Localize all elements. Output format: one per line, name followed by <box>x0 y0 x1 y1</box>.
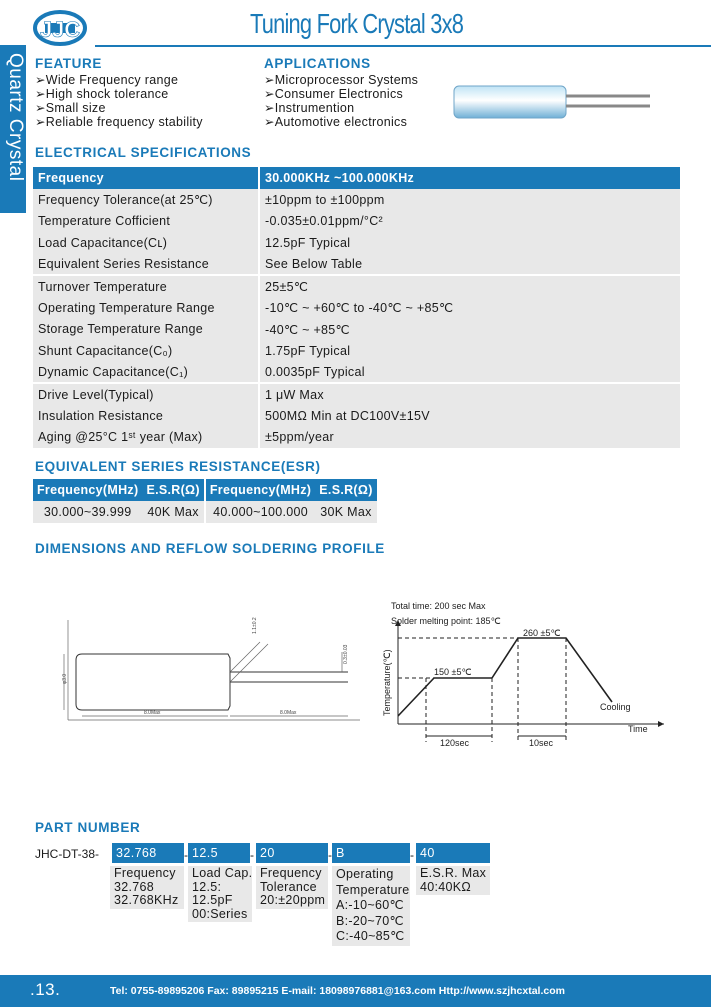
table-row <box>33 297 680 319</box>
esr-table <box>33 479 377 523</box>
part-desc-line: 40:40KΩ <box>420 879 472 894</box>
part-desc-line: Operating <box>336 867 394 881</box>
dim-diameter-label: φ3.0 <box>62 673 68 684</box>
esr-heading: EQUIVALENT SERIES RESISTANCE(ESR) <box>35 459 321 474</box>
dim-lead-spacing-label: 1.1±0.2 <box>252 617 258 634</box>
table-cell: Equivalent Series Resistance <box>33 254 259 276</box>
electrical-spec-table <box>33 167 680 448</box>
part-desc-load-cap <box>188 866 252 922</box>
table-row <box>33 501 377 523</box>
profile-y-axis-label: Temperature(℃) <box>382 649 392 716</box>
electrical-heading: ELECTRICAL SPECIFICATIONS <box>35 145 252 160</box>
table-cell: Drive Level(Typical) <box>33 383 259 405</box>
table-cell: -40℃ ~ +85℃ <box>259 319 680 341</box>
table-cell: Temperature Cofficient <box>33 211 259 233</box>
logo-text: JJC <box>39 17 81 42</box>
applications-list <box>264 73 418 129</box>
part-desc-line: Tolerance <box>260 879 317 894</box>
dim-body-length-label: 8.0Max <box>144 710 161 716</box>
table-header-row <box>33 479 377 501</box>
crystal-product-image <box>452 84 652 122</box>
feature-item: ➢High shock tolerance <box>35 87 169 101</box>
part-desc-line: 12.5: <box>192 879 222 894</box>
table-row <box>33 362 680 384</box>
dimensions-heading: DIMENSIONS AND REFLOW SOLDERING PROFILE <box>35 541 385 556</box>
table-cell: 25±5℃ <box>259 275 680 297</box>
table-cell: 30.000KHz ~100.000KHz <box>259 167 680 189</box>
part-desc-line: E.S.R. Max <box>420 866 487 880</box>
table-row <box>33 319 680 341</box>
application-item: ➢Automotive electronics <box>264 115 408 129</box>
header-rule <box>95 45 711 47</box>
part-desc-line: Load Cap. <box>192 866 253 880</box>
part-code-esr: 40 <box>416 843 490 863</box>
feature-item: ➢Wide Frequency range <box>35 73 179 87</box>
profile-peak-label: 260 ±5℃ <box>523 628 561 638</box>
table-row <box>33 232 680 254</box>
part-desc-line: 32.768KHz <box>114 893 179 907</box>
part-desc-esr <box>416 866 490 895</box>
part-desc-line: Frequency <box>260 866 322 880</box>
profile-peak-time: 10sec <box>529 738 554 748</box>
part-desc-frequency <box>110 866 184 909</box>
part-number-prefix: JHC-DT-38- <box>35 847 100 861</box>
reflow-profile-chart <box>378 600 668 750</box>
table-cell: 1.75pF Typical <box>259 340 680 362</box>
page-title: Tuning Fork Crystal 3x8 <box>250 8 464 39</box>
dimension-drawing <box>60 612 360 732</box>
table-header-row <box>33 167 680 189</box>
table-row <box>33 211 680 233</box>
table-cell: Insulation Resistance <box>33 405 259 427</box>
profile-x-axis-label: Time <box>628 724 648 734</box>
dim-lead-dia-label: 0.3±0.03 <box>343 644 349 664</box>
contact-info: Tel: 0755-89895206 Fax: 89895215 E-mail: 18098976881@163.com Http://www.szjhcxtal.com <box>110 985 565 997</box>
part-code-separator: - <box>410 848 414 862</box>
dim-lead-length-label: 8.0Max <box>280 710 297 716</box>
table-cell: 30K Max <box>315 501 376 523</box>
table-cell: 40K Max <box>142 501 204 523</box>
table-cell: 30.000~39.999 <box>33 501 142 523</box>
part-number-heading: PART NUMBER <box>35 820 141 835</box>
table-cell: Shunt Capacitance(C₀) <box>33 340 259 362</box>
application-item: ➢Consumer Electronics <box>264 87 404 101</box>
part-code-separator: - <box>184 848 188 862</box>
table-cell: Dynamic Capacitance(C₁) <box>33 362 259 384</box>
table-cell: -0.035±0.01ppm/°C² <box>259 211 680 233</box>
table-row <box>33 405 680 427</box>
part-desc-line: 20:±20ppm <box>260 893 326 907</box>
part-code-separator: - <box>250 848 254 862</box>
table-cell: Frequency(MHz) <box>33 479 142 501</box>
part-desc-line: Temperature <box>336 882 410 897</box>
feature-heading: FEATURE <box>35 56 102 71</box>
table-cell: Frequency <box>33 167 259 189</box>
profile-cooling-label: Cooling <box>600 702 631 712</box>
table-cell: E.S.R(Ω) <box>315 479 376 501</box>
table-cell: -10℃ ~ +60℃ to -40℃ ~ +85℃ <box>259 297 680 319</box>
feature-list <box>35 73 203 129</box>
table-cell: 1 μW Max <box>259 383 680 405</box>
part-code-load-cap: 12.5 <box>188 843 250 863</box>
part-desc-line: 00:Series <box>192 906 248 921</box>
table-cell: 12.5pF Typical <box>259 232 680 254</box>
table-row <box>33 275 680 297</box>
company-logo <box>33 10 87 46</box>
application-item: ➢Instrumention <box>264 101 355 115</box>
table-cell: Storage Temperature Range <box>33 319 259 341</box>
part-code-temperature: B <box>332 843 410 863</box>
page-number: .13. <box>30 980 61 999</box>
profile-preheat-label: 150 ±5℃ <box>434 667 472 677</box>
table-cell: Load Capacitance(Cʟ) <box>33 232 259 254</box>
table-cell: Frequency Tolerance(at 25℃) <box>33 189 259 211</box>
table-cell: Operating Temperature Range <box>33 297 259 319</box>
profile-melting-point: Solder melting point: 185℃ <box>391 616 501 626</box>
side-tab-label: Quartz Crystal <box>5 53 26 182</box>
table-cell: ±5ppm/year <box>259 427 680 449</box>
table-cell: 0.0035pF Typical <box>259 362 680 384</box>
feature-item: ➢Reliable frequency stability <box>35 115 203 129</box>
table-row <box>33 427 680 449</box>
table-cell: Aging @25°C 1ˢᵗ year (Max) <box>33 427 259 449</box>
table-row <box>33 383 680 405</box>
part-desc-line: 12.5pF <box>192 893 233 907</box>
part-desc-tolerance <box>256 866 328 909</box>
part-code-tolerance: 20 <box>256 843 328 863</box>
part-desc-temperature <box>332 866 410 946</box>
profile-total-time: Total time: 200 sec Max <box>391 601 486 611</box>
part-desc-line: A:-10~60℃ <box>336 898 404 912</box>
part-code-frequency: 32.768 <box>112 843 184 863</box>
feature-item: ➢Small size <box>35 101 106 115</box>
part-desc-line: Frequency <box>114 866 176 880</box>
table-cell: Turnover Temperature <box>33 275 259 297</box>
table-cell: E.S.R(Ω) <box>142 479 204 501</box>
application-item: ➢Microprocessor Systems <box>264 73 419 87</box>
part-code-separator: - <box>328 848 332 862</box>
side-tab <box>0 45 26 213</box>
part-desc-line: C:-40~85℃ <box>336 929 405 943</box>
table-cell: Frequency(MHz) <box>205 479 315 501</box>
table-row <box>33 189 680 211</box>
part-desc-line: B:-20~70℃ <box>336 913 404 928</box>
applications-heading: APPLICATIONS <box>264 56 371 71</box>
table-cell: 500MΩ Min at DC100V±15V <box>259 405 680 427</box>
table-cell: ±10ppm to ±100ppm <box>259 189 680 211</box>
table-cell: See Below Table <box>259 254 680 276</box>
part-desc-line: 32.768 <box>114 879 155 894</box>
profile-preheat-time: 120sec <box>440 738 470 748</box>
table-row <box>33 340 680 362</box>
table-cell: 40.000~100.000 <box>205 501 315 523</box>
table-row <box>33 254 680 276</box>
